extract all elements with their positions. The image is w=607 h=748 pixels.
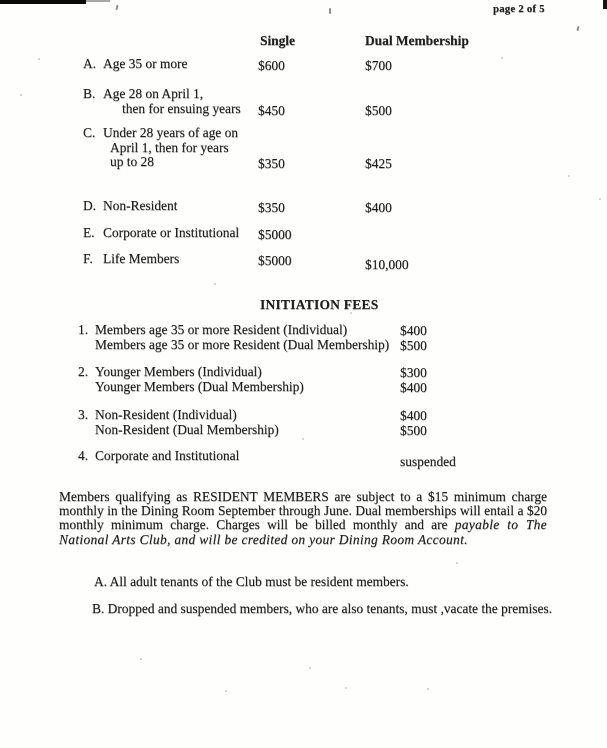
scan-speck (309, 667, 311, 669)
scan-speck (345, 687, 347, 689)
row-label: Age 35 or more (103, 56, 188, 71)
item-number: 1. (78, 322, 89, 337)
item-label: Members age 35 or more Resident (Dual Membership) (95, 337, 390, 352)
row-letter: C. (83, 125, 96, 140)
dues-row-f (0, 251, 607, 272)
item-label: Younger Members (Individual) (95, 364, 262, 379)
item-number: 4. (78, 448, 89, 463)
row-label: Non-Resident (103, 198, 178, 213)
item-amount: $400 (400, 380, 427, 395)
item-amount: $500 (400, 423, 427, 438)
item-amount: $500 (400, 338, 427, 353)
scan-speck (568, 175, 570, 177)
row-label: Corporate or Institutional (103, 225, 240, 240)
scan-speck (427, 688, 429, 690)
row-label: Age 28 on April 1, then for ensuing years (103, 86, 241, 116)
dual-fee: $700 (365, 58, 392, 73)
paragraph-regular-text: Members qualifying as RESIDENT MEMBERS are subject to a $15 minimum charge monthly in the Dining Room September through June. Dual memberships will entail a $20 monthly minimum charge. Charges will be billed monthly and are (59, 489, 547, 533)
scan-speck (225, 690, 227, 692)
note-a: A. All adult tenants of the Club must be resident members. (94, 574, 409, 589)
scan-speck (302, 438, 304, 440)
single-fee: $350 (258, 200, 285, 215)
scan-speck (329, 8, 331, 14)
item-label: Members age 35 or more Resident (Individual) (95, 322, 348, 337)
dues-row-d (0, 199, 607, 214)
item-label: Corporate and Institutional (95, 448, 240, 463)
dues-row-e (0, 226, 607, 241)
initiation-item-3 (0, 407, 607, 437)
scan-speck (140, 658, 142, 660)
item-number: 3. (78, 407, 89, 422)
column-header-dual: Dual Membership (365, 33, 469, 48)
single-fee: $600 (258, 58, 285, 73)
scan-artifact (0, 0, 86, 4)
initiation-fees-heading: INITIATION FEES (260, 297, 379, 312)
row-letter: F. (83, 251, 93, 266)
item-label: Younger Members (Dual Membership) (95, 379, 304, 394)
item-label: Non-Resident (Individual) (95, 407, 237, 422)
note-b: B. Dropped and suspended members, who are also tenants, must ,vacate the premises. (92, 601, 552, 616)
scan-speck (214, 283, 216, 285)
row-letter: D. (83, 198, 97, 213)
scan-speck (576, 26, 579, 31)
scan-artifact (603, 0, 607, 9)
scan-speck (456, 562, 458, 564)
single-fee: $5000 (258, 253, 292, 268)
row-label: Under 28 years of age on April 1, then for years up to 28 (103, 125, 238, 169)
item-number: 2. (78, 364, 89, 379)
scan-speck (116, 5, 119, 10)
item-amount: suspended (400, 454, 456, 469)
initiation-item-4 (0, 448, 607, 469)
row-letter: B. (83, 86, 96, 101)
page-number: page 2 of 5 (493, 3, 545, 15)
row-letter: A. (83, 56, 97, 71)
dual-fee: $425 (365, 156, 392, 171)
single-fee: $450 (258, 102, 285, 118)
dual-fee: $10,000 (365, 257, 409, 272)
row-label: Life Members (103, 251, 180, 266)
dual-fee: $500 (365, 102, 392, 118)
row-letter: E. (83, 225, 95, 240)
column-header-single: Single (260, 33, 295, 48)
single-fee: $350 (258, 156, 285, 171)
paragraph-italic-text: payable to The National Arts Club, and will be credited on your Dining Room Account. (59, 517, 547, 547)
scan-artifact (86, 0, 110, 2)
item-label: Non-Resident (Dual Membership) (95, 422, 279, 437)
item-amount: $400 (400, 408, 427, 423)
initiation-item-2 (0, 364, 607, 394)
dues-row-b (0, 87, 607, 116)
resident-members-paragraph (59, 490, 547, 547)
dues-row-c (0, 126, 607, 170)
item-amount: $400 (400, 323, 427, 338)
single-fee: $5000 (258, 227, 292, 242)
dues-row-a (0, 57, 607, 72)
item-amount: $300 (400, 365, 427, 380)
dual-fee: $400 (365, 200, 392, 215)
initiation-item-1 (0, 322, 607, 352)
